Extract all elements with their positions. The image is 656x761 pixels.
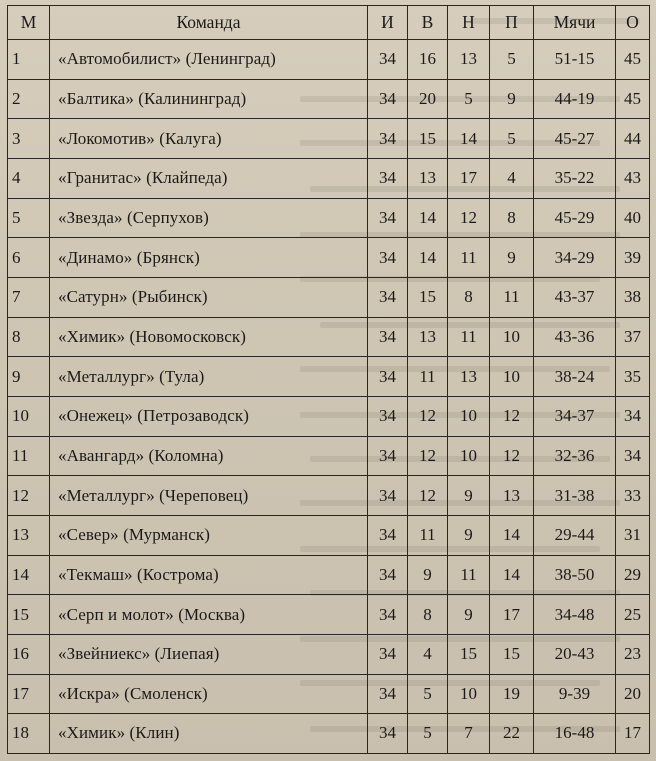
- row-losses: 13: [490, 476, 534, 516]
- row-points: 45: [616, 40, 650, 80]
- row-position: 3: [8, 119, 50, 159]
- row-position: 18: [8, 714, 50, 754]
- row-team: «Металлург» (Череповец): [50, 476, 368, 516]
- row-wins: 12: [408, 396, 448, 436]
- row-draws: 9: [448, 595, 490, 635]
- row-team: «Локомотив» (Калуга): [50, 119, 368, 159]
- table-row: [8, 436, 650, 476]
- row-goals: 34-37: [534, 396, 616, 436]
- row-position: 13: [8, 515, 50, 555]
- row-draws: 8: [448, 277, 490, 317]
- row-wins: 16: [408, 40, 448, 80]
- row-wins: 12: [408, 436, 448, 476]
- row-wins: 14: [408, 238, 448, 278]
- row-played: 34: [368, 119, 408, 159]
- header-team: Команда: [50, 6, 368, 40]
- row-wins: 12: [408, 476, 448, 516]
- row-draws: 9: [448, 476, 490, 516]
- row-points: 43: [616, 158, 650, 198]
- table-row: [8, 476, 650, 516]
- row-goals: 34-48: [534, 595, 616, 635]
- row-wins: 13: [408, 317, 448, 357]
- row-played: 34: [368, 357, 408, 397]
- row-position: 12: [8, 476, 50, 516]
- row-points: 40: [616, 198, 650, 238]
- table-row: [8, 119, 650, 159]
- row-played: 34: [368, 634, 408, 674]
- row-team: «Звейниекс» (Лиепая): [50, 634, 368, 674]
- row-losses: 15: [490, 634, 534, 674]
- row-position: 7: [8, 277, 50, 317]
- row-draws: 15: [448, 634, 490, 674]
- row-team: «Динамо» (Брянск): [50, 238, 368, 278]
- row-draws: 7: [448, 714, 490, 754]
- row-wins: 11: [408, 515, 448, 555]
- row-wins: 15: [408, 277, 448, 317]
- row-losses: 11: [490, 277, 534, 317]
- row-played: 34: [368, 515, 408, 555]
- row-played: 34: [368, 79, 408, 119]
- row-losses: 5: [490, 119, 534, 159]
- table-row: [8, 198, 650, 238]
- row-goals: 31-38: [534, 476, 616, 516]
- header-goals: Мячи: [534, 6, 616, 40]
- table-row: [8, 277, 650, 317]
- row-points: 20: [616, 674, 650, 714]
- row-played: 34: [368, 198, 408, 238]
- header-played: И: [368, 6, 408, 40]
- row-losses: 12: [490, 396, 534, 436]
- row-team: «Химик» (Клин): [50, 714, 368, 754]
- row-goals: 38-24: [534, 357, 616, 397]
- row-position: 5: [8, 198, 50, 238]
- row-losses: 14: [490, 515, 534, 555]
- row-wins: 13: [408, 158, 448, 198]
- row-points: 34: [616, 436, 650, 476]
- row-position: 8: [8, 317, 50, 357]
- row-losses: 9: [490, 238, 534, 278]
- row-losses: 10: [490, 317, 534, 357]
- row-draws: 17: [448, 158, 490, 198]
- row-team: «Звезда» (Серпухов): [50, 198, 368, 238]
- row-played: 34: [368, 158, 408, 198]
- row-position: 11: [8, 436, 50, 476]
- row-goals: 34-29: [534, 238, 616, 278]
- row-draws: 10: [448, 436, 490, 476]
- row-team: «Серп и молот» (Москва): [50, 595, 368, 635]
- row-position: 16: [8, 634, 50, 674]
- table-row: [8, 555, 650, 595]
- row-played: 34: [368, 238, 408, 278]
- row-points: 45: [616, 79, 650, 119]
- row-played: 34: [368, 40, 408, 80]
- row-position: 15: [8, 595, 50, 635]
- row-draws: 5: [448, 79, 490, 119]
- row-draws: 11: [448, 317, 490, 357]
- row-team: «Сатурн» (Рыбинск): [50, 277, 368, 317]
- row-points: 17: [616, 714, 650, 754]
- row-draws: 9: [448, 515, 490, 555]
- row-goals: 45-27: [534, 119, 616, 159]
- row-losses: 4: [490, 158, 534, 198]
- row-goals: 38-50: [534, 555, 616, 595]
- row-team: «Авангард» (Коломна): [50, 436, 368, 476]
- table-row: [8, 317, 650, 357]
- row-position: 17: [8, 674, 50, 714]
- row-team: «Текмаш» (Кострома): [50, 555, 368, 595]
- row-goals: 32-36: [534, 436, 616, 476]
- row-losses: 5: [490, 40, 534, 80]
- table-row: [8, 634, 650, 674]
- row-team: «Балтика» (Калининград): [50, 79, 368, 119]
- row-draws: 13: [448, 357, 490, 397]
- row-played: 34: [368, 714, 408, 754]
- row-goals: 9-39: [534, 674, 616, 714]
- row-played: 34: [368, 396, 408, 436]
- row-team: «Автомобилист» (Ленинград): [50, 40, 368, 80]
- row-wins: 9: [408, 555, 448, 595]
- row-goals: 43-37: [534, 277, 616, 317]
- header-points: О: [616, 6, 650, 40]
- row-points: 39: [616, 238, 650, 278]
- row-goals: 16-48: [534, 714, 616, 754]
- table-row: [8, 158, 650, 198]
- row-points: 23: [616, 634, 650, 674]
- row-played: 34: [368, 595, 408, 635]
- row-goals: 29-44: [534, 515, 616, 555]
- table-row: [8, 396, 650, 436]
- row-team: «Онежец» (Петрозаводск): [50, 396, 368, 436]
- row-wins: 14: [408, 198, 448, 238]
- row-points: 29: [616, 555, 650, 595]
- table-row: [8, 515, 650, 555]
- table-row: [8, 40, 650, 80]
- row-position: 14: [8, 555, 50, 595]
- row-wins: 8: [408, 595, 448, 635]
- row-draws: 13: [448, 40, 490, 80]
- table-row: [8, 674, 650, 714]
- row-losses: 10: [490, 357, 534, 397]
- row-draws: 10: [448, 396, 490, 436]
- row-played: 34: [368, 555, 408, 595]
- row-position: 6: [8, 238, 50, 278]
- row-wins: 15: [408, 119, 448, 159]
- row-played: 34: [368, 277, 408, 317]
- row-played: 34: [368, 476, 408, 516]
- row-points: 35: [616, 357, 650, 397]
- header-draws: Н: [448, 6, 490, 40]
- row-goals: 20-43: [534, 634, 616, 674]
- row-goals: 51-15: [534, 40, 616, 80]
- row-wins: 5: [408, 674, 448, 714]
- row-goals: 45-29: [534, 198, 616, 238]
- row-goals: 43-36: [534, 317, 616, 357]
- row-wins: 5: [408, 714, 448, 754]
- row-team: «Химик» (Новомосковск): [50, 317, 368, 357]
- row-played: 34: [368, 674, 408, 714]
- row-wins: 11: [408, 357, 448, 397]
- table-row: [8, 714, 650, 754]
- header-position: М: [8, 6, 50, 40]
- table-body: [8, 40, 650, 754]
- row-draws: 12: [448, 198, 490, 238]
- row-goals: 35-22: [534, 158, 616, 198]
- table-row: [8, 238, 650, 278]
- row-losses: 14: [490, 555, 534, 595]
- row-losses: 9: [490, 79, 534, 119]
- row-points: 31: [616, 515, 650, 555]
- row-losses: 19: [490, 674, 534, 714]
- row-wins: 20: [408, 79, 448, 119]
- row-losses: 8: [490, 198, 534, 238]
- table-row: [8, 595, 650, 635]
- row-position: 10: [8, 396, 50, 436]
- row-draws: 10: [448, 674, 490, 714]
- row-wins: 4: [408, 634, 448, 674]
- row-draws: 11: [448, 555, 490, 595]
- row-team: «Север» (Мурманск): [50, 515, 368, 555]
- row-position: 9: [8, 357, 50, 397]
- row-goals: 44-19: [534, 79, 616, 119]
- row-draws: 14: [448, 119, 490, 159]
- row-played: 34: [368, 436, 408, 476]
- row-points: 38: [616, 277, 650, 317]
- row-losses: 12: [490, 436, 534, 476]
- row-points: 34: [616, 396, 650, 436]
- header-row: [8, 6, 650, 40]
- row-points: 37: [616, 317, 650, 357]
- league-standings-table: [7, 5, 650, 754]
- row-points: 33: [616, 476, 650, 516]
- table-row: [8, 357, 650, 397]
- row-position: 2: [8, 79, 50, 119]
- row-position: 4: [8, 158, 50, 198]
- row-draws: 11: [448, 238, 490, 278]
- row-position: 1: [8, 40, 50, 80]
- row-team: «Гранитас» (Клайпеда): [50, 158, 368, 198]
- row-points: 44: [616, 119, 650, 159]
- row-losses: 22: [490, 714, 534, 754]
- row-team: «Искра» (Смоленск): [50, 674, 368, 714]
- row-points: 25: [616, 595, 650, 635]
- header-wins: В: [408, 6, 448, 40]
- table-row: [8, 79, 650, 119]
- row-team: «Металлург» (Тула): [50, 357, 368, 397]
- header-losses: П: [490, 6, 534, 40]
- row-played: 34: [368, 317, 408, 357]
- row-losses: 17: [490, 595, 534, 635]
